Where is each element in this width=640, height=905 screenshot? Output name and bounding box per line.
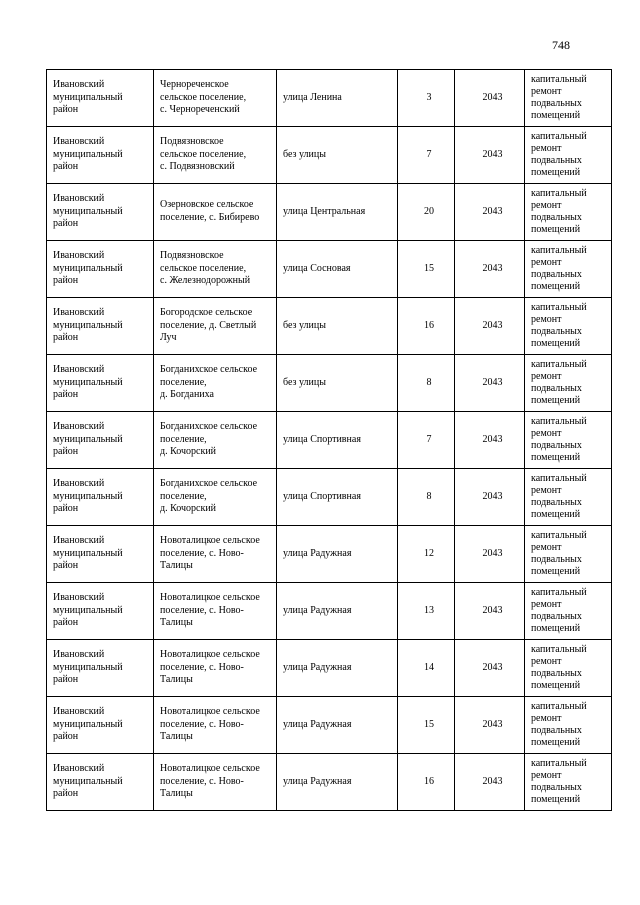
street-cell: улица Спортивная [277, 412, 398, 469]
district-cell: Ивановский муниципальный район [47, 697, 154, 754]
house-number-cell: 15 [398, 241, 455, 298]
work-type-cell: капитальный ремонт подвальных помещений [525, 355, 612, 412]
house-number-cell: 16 [398, 754, 455, 811]
district-cell: Ивановский муниципальный район [47, 412, 154, 469]
street-cell: улица Ленина [277, 70, 398, 127]
year-cell: 2043 [455, 298, 525, 355]
district-cell: Ивановский муниципальный район [47, 127, 154, 184]
year-cell: 2043 [455, 583, 525, 640]
table-row [47, 583, 612, 640]
table-row [47, 526, 612, 583]
district-cell: Ивановский муниципальный район [47, 241, 154, 298]
street-cell: улица Спортивная [277, 469, 398, 526]
table-row [47, 754, 612, 811]
work-type-cell: капитальный ремонт подвальных помещений [525, 241, 612, 298]
table-row [47, 184, 612, 241]
settlement-cell: Озерновское сельское поселение, с. Бибирево [154, 184, 277, 241]
settlement-cell: Богданихское сельское поселение, д. Кочорский [154, 412, 277, 469]
settlement-cell: Подвязновское сельское поселение, с. Железнодорожный [154, 241, 277, 298]
district-cell: Ивановский муниципальный район [47, 355, 154, 412]
table-row [47, 697, 612, 754]
year-cell: 2043 [455, 526, 525, 583]
table-row [47, 127, 612, 184]
house-number-cell: 8 [398, 355, 455, 412]
settlement-cell: Подвязновское сельское поселение, с. Подвязновский [154, 127, 277, 184]
table-body [47, 70, 612, 811]
house-number-cell: 7 [398, 412, 455, 469]
work-type-cell: капитальный ремонт подвальных помещений [525, 127, 612, 184]
table-row [47, 469, 612, 526]
district-cell: Ивановский муниципальный район [47, 640, 154, 697]
table-row [47, 355, 612, 412]
house-number-cell: 16 [398, 298, 455, 355]
work-type-cell: капитальный ремонт подвальных помещений [525, 298, 612, 355]
table-row [47, 412, 612, 469]
street-cell: без улицы [277, 127, 398, 184]
street-cell: улица Радужная [277, 754, 398, 811]
settlement-cell: Богданихское сельское поселение, д. Кочорский [154, 469, 277, 526]
work-type-cell: капитальный ремонт подвальных помещений [525, 412, 612, 469]
year-cell: 2043 [455, 754, 525, 811]
work-type-cell: капитальный ремонт подвальных помещений [525, 184, 612, 241]
settlement-cell: Чернореченское сельское поселение, с. Чернореченский [154, 70, 277, 127]
table-row [47, 640, 612, 697]
house-number-cell: 14 [398, 640, 455, 697]
year-cell: 2043 [455, 412, 525, 469]
year-cell: 2043 [455, 640, 525, 697]
settlement-cell: Новоталицкое сельское поселение, с. Ново- Талицы [154, 754, 277, 811]
work-type-cell: капитальный ремонт подвальных помещений [525, 526, 612, 583]
street-cell: без улицы [277, 298, 398, 355]
district-cell: Ивановский муниципальный район [47, 70, 154, 127]
year-cell: 2043 [455, 127, 525, 184]
house-number-cell: 3 [398, 70, 455, 127]
year-cell: 2043 [455, 241, 525, 298]
house-number-cell: 13 [398, 583, 455, 640]
year-cell: 2043 [455, 70, 525, 127]
district-cell: Ивановский муниципальный район [47, 469, 154, 526]
district-cell: Ивановский муниципальный район [47, 526, 154, 583]
street-cell: улица Радужная [277, 640, 398, 697]
work-type-cell: капитальный ремонт подвальных помещений [525, 583, 612, 640]
year-cell: 2043 [455, 697, 525, 754]
street-cell: улица Центральная [277, 184, 398, 241]
street-cell: улица Радужная [277, 526, 398, 583]
district-cell: Ивановский муниципальный район [47, 298, 154, 355]
house-number-cell: 8 [398, 469, 455, 526]
street-cell: улица Радужная [277, 583, 398, 640]
district-cell: Ивановский муниципальный район [47, 754, 154, 811]
settlement-cell: Новоталицкое сельское поселение, с. Ново- Талицы [154, 583, 277, 640]
work-type-cell: капитальный ремонт подвальных помещений [525, 640, 612, 697]
table-row [47, 298, 612, 355]
street-cell: без улицы [277, 355, 398, 412]
table-row [47, 70, 612, 127]
district-cell: Ивановский муниципальный район [47, 583, 154, 640]
work-type-cell: капитальный ремонт подвальных помещений [525, 754, 612, 811]
street-cell: улица Радужная [277, 697, 398, 754]
work-type-cell: капитальный ремонт подвальных помещений [525, 70, 612, 127]
settlement-cell: Богданихское сельское поселение, д. Богданиха [154, 355, 277, 412]
work-type-cell: капитальный ремонт подвальных помещений [525, 697, 612, 754]
year-cell: 2043 [455, 355, 525, 412]
house-number-cell: 15 [398, 697, 455, 754]
house-number-cell: 20 [398, 184, 455, 241]
house-number-cell: 12 [398, 526, 455, 583]
page-number: 748 [552, 38, 570, 52]
street-cell: улица Сосновая [277, 241, 398, 298]
year-cell: 2043 [455, 469, 525, 526]
work-type-cell: капитальный ремонт подвальных помещений [525, 469, 612, 526]
table-row [47, 241, 612, 298]
settlement-cell: Новоталицкое сельское поселение, с. Ново- Талицы [154, 640, 277, 697]
settlement-cell: Новоталицкое сельское поселение, с. Ново- Талицы [154, 526, 277, 583]
district-cell: Ивановский муниципальный район [47, 184, 154, 241]
house-number-cell: 7 [398, 127, 455, 184]
repair-table [46, 69, 612, 811]
year-cell: 2043 [455, 184, 525, 241]
settlement-cell: Богородское сельское поселение, д. Светлый Луч [154, 298, 277, 355]
settlement-cell: Новоталицкое сельское поселение, с. Ново- Талицы [154, 697, 277, 754]
